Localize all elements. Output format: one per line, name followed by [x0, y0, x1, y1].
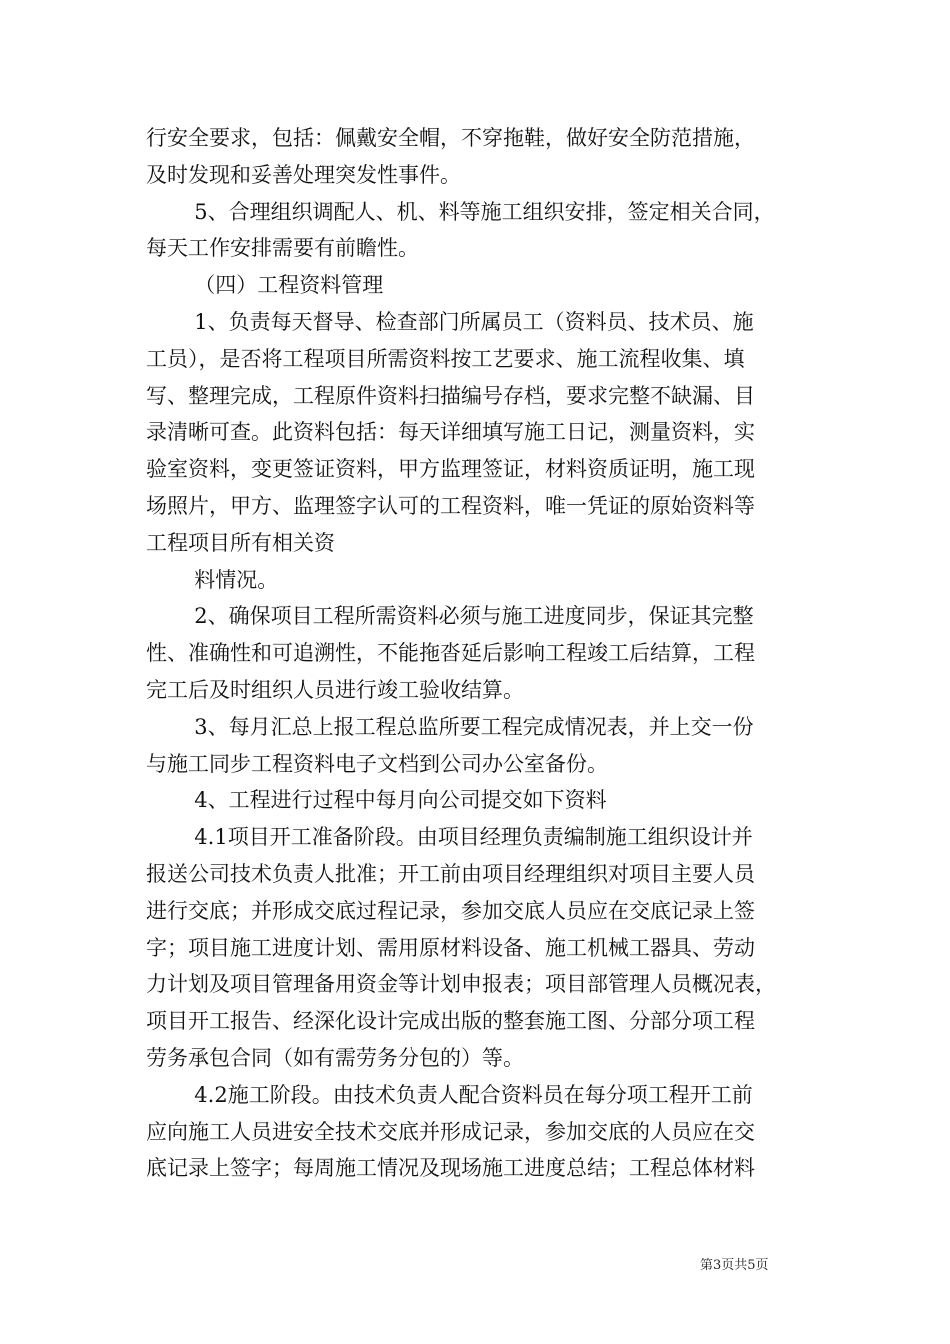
text-line: 录清晰可查。此资料包括：每天详细填写施工日记，测量资料，实: [146, 420, 755, 445]
text-line: 项目开工报告、经深化设计完成出版的整套施工图、分部分项工程: [146, 1009, 755, 1034]
text-line: 及时发现和妥善处理突发性事件。: [146, 162, 461, 187]
text-line: 4.2施工阶段。由技术负责人配合资料员在每分项工程开工前: [194, 1082, 753, 1107]
text-line: 工员），是否将工程项目所需资料按工艺要求、施工流程收集、填: [146, 346, 745, 371]
text-line: 劳务承包合同（如有需劳务分包的）等。: [146, 1045, 524, 1070]
text-line: 料情况。: [194, 567, 279, 592]
text-line: 应向施工人员进安全技术交底并形成记录，参加交底的人员应在交: [146, 1119, 755, 1144]
text-line: 与施工同步工程资料电子文档到公司办公室备份。: [146, 751, 608, 776]
text-line: 场照片，甲方、监理签字认可的工程资料，唯一凭证的原始资料等: [146, 493, 755, 518]
body-text: [146, 120, 810, 1187]
text-line: （四）工程资料管理: [194, 273, 384, 298]
text-line: 底记录上签字；每周施工情况及现场施工进度总结；工程总体材料: [146, 1156, 755, 1181]
text-line: 1、负责每天督导、检查部门所属员工（资料员、技术员、施: [194, 309, 754, 334]
text-line: 验室资料，变更签证资料，甲方监理签证，材料资质证明，施工现: [146, 457, 755, 482]
text-line: 5、合理组织调配人、机、料等施工组织安排，签定相关合同，: [194, 199, 775, 224]
text-line: 写、整理完成，工程原件资料扫描编号存档，要求完整不缺漏、目: [146, 383, 755, 408]
text-line: 行安全要求，包括：佩戴安全帽，不穿拖鞋，做好安全防范措施，: [146, 126, 755, 150]
text-line: 完工后及时组织人员进行竣工验收结算。: [146, 677, 524, 702]
text-line: 每天工作安排需要有前瞻性。: [146, 236, 419, 261]
page-number-footer: 第3页共5页: [700, 1258, 769, 1273]
text-line: 4.1项目开工准备阶段。由项目经理负责编制施工组织设计并: [194, 825, 753, 850]
text-line: 力计划及项目管理备用资金等计划申报表；项目部管理人员概况表，: [146, 972, 776, 997]
text-line: 报送公司技术负责人批准；开工前由项目经理组织对项目主要人员: [146, 861, 755, 886]
text-line: 性、准确性和可追溯性，不能拖沓延后影响工程竣工后结算，工程: [146, 641, 755, 666]
text-line: 工程项目所有相关资: [146, 530, 335, 555]
text-line: 2、确保项目工程所需资料必须与施工进度同步，保证其完整: [194, 604, 754, 629]
text-line: 字；项目施工进度计划、需用原材料设备、施工机械工器具、劳动: [146, 935, 755, 960]
text-line: 3、每月汇总上报工程总监所要工程完成情况表，并上交一份: [194, 714, 754, 739]
text-line: 进行交底；并形成交底过程记录，参加交底人员应在交底记录上签: [146, 898, 755, 923]
text-line: 4、工程进行过程中每月向公司提交如下资料: [194, 788, 607, 813]
